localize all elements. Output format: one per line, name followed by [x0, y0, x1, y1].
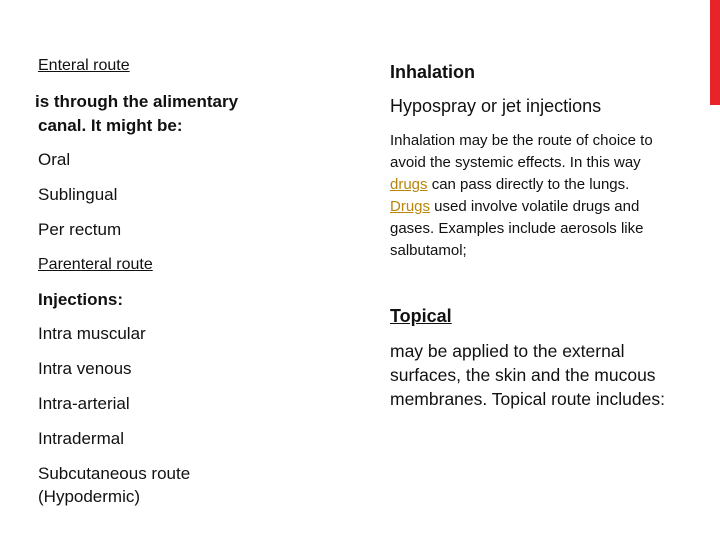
list-item-oral: Oral — [38, 150, 71, 169]
accent-bar — [710, 0, 720, 105]
injections-heading: Injections: — [38, 290, 124, 309]
list-item-intra-arterial: Intra-arterial — [38, 394, 130, 413]
enteral-desc-line2: canal. It might be: — [38, 116, 183, 135]
inhalation-line2: avoid the systemic effects. In this way — [390, 154, 641, 171]
topical-heading: Topical — [390, 306, 452, 326]
drugs-link[interactable]: drugs — [390, 176, 428, 193]
list-item-subcutaneous-line2: (Hypodermic) — [38, 487, 141, 506]
list-item-intra-muscular: Intra muscular — [38, 324, 146, 343]
inhalation-paragraph — [390, 130, 712, 262]
list-item-sublingual: Sublingual — [38, 185, 118, 204]
enteral-route-heading: Enteral route — [38, 57, 130, 74]
topical-line2: surfaces, the skin and the mucous — [390, 365, 656, 385]
topical-line1: may be applied to the external — [390, 341, 625, 361]
parenteral-route-heading: Parenteral route — [38, 256, 153, 273]
inhalation-line6: salbutamol; — [390, 242, 467, 259]
inhalation-line3-rest: can pass directly to the lungs. — [427, 176, 630, 193]
list-item-subcutaneous-line1: Subcutaneous route — [38, 464, 191, 483]
topical-line3: membranes. Topical route includes: — [390, 389, 665, 409]
hypospray-text: Hypospray or jet injections — [390, 96, 602, 116]
inhalation-line4 — [390, 196, 712, 218]
drugs-link-2[interactable]: Drugs — [390, 198, 431, 215]
inhalation-line4-rest: used involve volatile drugs and — [430, 198, 640, 215]
list-item-intradermal: Intradermal — [38, 429, 124, 448]
list-item-intra-venous: Intra venous — [38, 359, 132, 378]
inhalation-line1: Inhalation may be the route of choice to — [390, 132, 653, 149]
inhalation-heading: Inhalation — [390, 62, 475, 82]
list-item-per-rectum: Per rectum — [38, 220, 122, 239]
topical-paragraph — [390, 339, 712, 411]
inhalation-line5: gases. Examples include aerosols like — [390, 220, 644, 237]
enteral-desc-line1: is through the alimentary — [35, 92, 239, 111]
inhalation-line3 — [390, 174, 712, 196]
